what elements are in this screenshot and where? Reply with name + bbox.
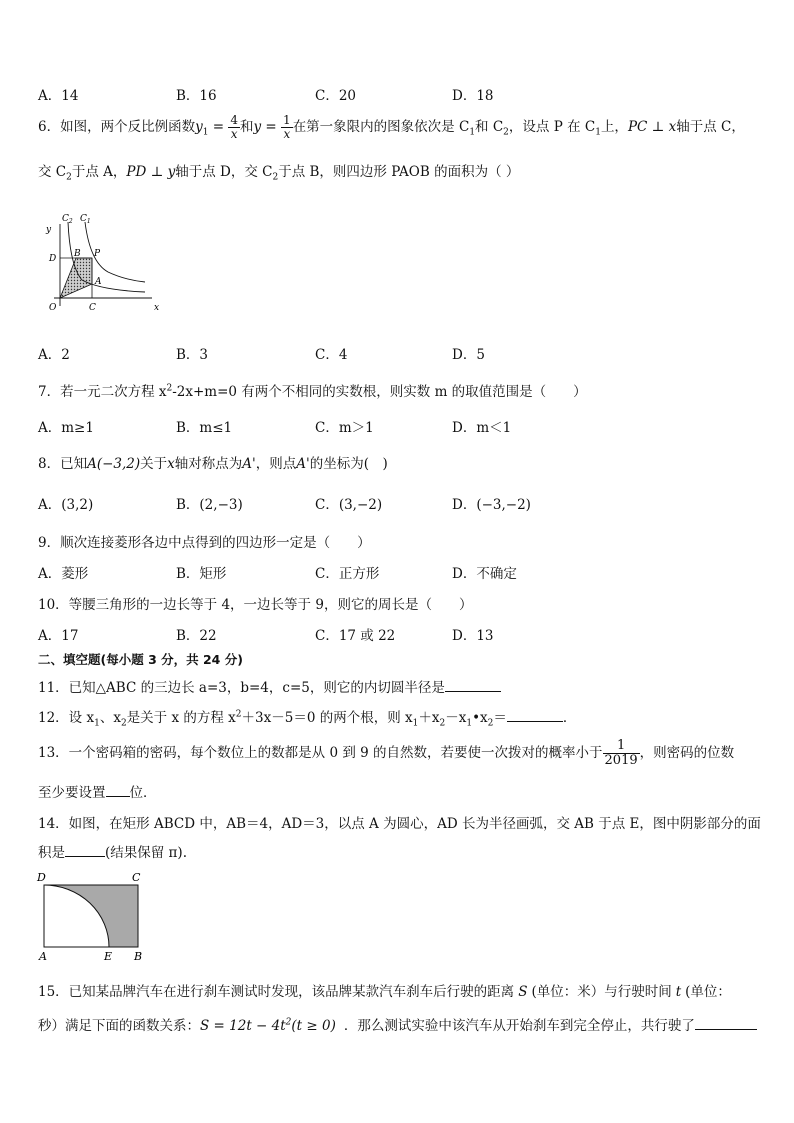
q12-end: ． <box>562 710 577 726</box>
q6-text-6: 上， <box>600 119 628 135</box>
q6-text-4: 和 C <box>475 119 504 135</box>
q9-options <box>38 562 598 582</box>
q6-y2: y = <box>253 119 282 135</box>
q12-stem <box>38 706 576 729</box>
q6-option-c[interactable]: C．4 <box>315 347 348 363</box>
q13-line2-b: 位． <box>129 785 157 801</box>
q12-sub-3: 1 <box>412 718 419 729</box>
q6-sub-b: 2 <box>503 127 509 138</box>
q15-s: S <box>518 984 528 1000</box>
q15-line2 <box>38 1014 757 1034</box>
q6-label-p: P <box>94 249 101 259</box>
q14-label-d: D <box>37 871 46 884</box>
q8-options <box>38 493 598 513</box>
q6-f1-num: 4 <box>230 112 239 127</box>
q7-sup: 2 <box>166 383 173 394</box>
q8-option-a[interactable]: A．(3,2) <box>38 497 94 513</box>
q6-text-1: 如图，两个反比例函数 <box>60 119 196 135</box>
q12-c: 是关于 x 的方程 x <box>126 710 236 726</box>
q12-d: ＋3x－5＝0 的两个根，则 x <box>241 710 413 726</box>
q15-formula-sup: 2 <box>285 1017 292 1028</box>
q6-label-o: O <box>49 303 57 313</box>
q8-text-c: 轴对称点为 <box>174 456 243 472</box>
q6-label-b: B <box>74 249 81 259</box>
q6-sub-c: 1 <box>595 127 601 138</box>
q8-a-prime: A' <box>242 456 256 472</box>
q6-eq: = <box>208 119 229 135</box>
q6-figure <box>40 210 165 320</box>
q6-text-7: 轴于点 C， <box>676 119 745 135</box>
q14-line1: 14．如图，在矩形 ABCD 中，AB＝4，AD＝3，以点 A 为圆心，AD 长为半径画弧，交 AB 于点 E，图中阴影部分的面 <box>38 816 761 832</box>
q6-line2-b: 于点 A， <box>71 164 127 180</box>
q13-line2 <box>38 781 157 801</box>
q6-sub-a: 1 <box>469 127 476 138</box>
q9-stem: 9．顺次连接菱形各边中点得到的四边形一定是（ ） <box>38 535 371 551</box>
q14-label-e: E <box>104 950 113 963</box>
q8-text-b: 关于 <box>140 456 168 472</box>
section-2-heading: 二、填空题(每小题 3 分，共 24 分) <box>38 652 243 667</box>
q15-text-c: (单位： <box>685 984 731 1000</box>
q8-a-prime-2: A' <box>296 456 310 472</box>
q12-g: •x <box>472 710 488 726</box>
q15-answer-blank[interactable] <box>695 1015 757 1030</box>
q8-option-d[interactable]: D．(−3,−2) <box>452 497 531 513</box>
q12-b: 、x <box>99 710 121 726</box>
q10-option-c[interactable]: C．17 或 22 <box>315 628 396 644</box>
q7-option-a[interactable]: A．m≥1 <box>38 420 94 436</box>
q5-option-d[interactable]: D．18 <box>452 88 494 104</box>
q6-label-c2: $C_2$ <box>62 214 73 225</box>
q6-line1 <box>38 108 745 152</box>
q8-x: x <box>167 456 175 472</box>
q6-shaded-region <box>60 258 92 298</box>
q13-frac-den: 2019 <box>604 753 638 768</box>
q12-a: 12．设 x <box>38 710 95 726</box>
q11-answer-blank[interactable] <box>445 677 501 692</box>
q14-figure <box>34 867 154 967</box>
q14-answer-blank[interactable] <box>65 842 105 857</box>
q13-text-a: 13．一个密码箱的密码，每个数位上的数都是从 0 到 9 的自然数，若要使一次拨对的概率小于 <box>38 745 603 761</box>
q12-sub-6: 2 <box>487 718 494 729</box>
q7-text-b: -2x+m=0 有两个不相同的实数根，则实数 m 的取值范围是（ ） <box>172 384 587 400</box>
q14-line2 <box>38 841 187 861</box>
q13-line1 <box>38 734 734 772</box>
q10-option-d[interactable]: D．13 <box>452 628 494 644</box>
q15-line1 <box>38 980 731 1000</box>
q6-pc-perp: PC ⊥ x <box>627 119 677 135</box>
q6-option-b[interactable]: B．3 <box>176 347 209 363</box>
q7-stem <box>38 380 587 400</box>
q8-text-d: ，则点 <box>255 456 297 472</box>
q15-formula: S = 12t − 4t <box>200 1018 286 1034</box>
q14-label-c: C <box>132 871 141 884</box>
q6-line2-sub1: 2 <box>66 172 72 183</box>
q15-text-b: (单位：米）与行驶时间 <box>531 984 672 1000</box>
q8-option-c[interactable]: C．(3,−2) <box>315 497 383 513</box>
q6-line2-a: 交 C <box>38 164 67 180</box>
q6-fraction-2 <box>281 114 293 141</box>
q12-sub-2: 2 <box>120 718 127 729</box>
q7-option-c[interactable]: C．m＞1 <box>315 420 374 436</box>
q11-stem <box>38 676 501 696</box>
q13-frac-num: 1 <box>603 739 640 754</box>
q12-f: －x <box>445 710 467 726</box>
q12-sub-1: 1 <box>94 718 100 729</box>
q15-text-d: 秒）满足下面的函数关系： <box>38 1018 200 1034</box>
q9-option-d[interactable]: D．不确定 <box>452 566 517 582</box>
q6-option-a[interactable]: A．2 <box>38 347 70 363</box>
q6-option-d[interactable]: D．5 <box>452 347 485 363</box>
q14-label-a: A <box>39 950 47 963</box>
q6-text-3: 在第一象限内的图象依次是 C <box>292 119 470 135</box>
q6-text-2: 和 <box>240 119 254 135</box>
q12-sub-5: 1 <box>466 718 473 729</box>
q7-options <box>38 416 598 436</box>
q8-stem <box>38 452 388 472</box>
q8-text-a: 8．已知 <box>38 456 88 472</box>
q6-line2-sub2: 2 <box>272 172 279 183</box>
q6-label-x: x <box>154 303 160 313</box>
q10-option-b[interactable]: B．22 <box>176 628 217 644</box>
q6-y1: y <box>195 119 203 135</box>
q9-option-b[interactable]: B．矩形 <box>176 566 227 582</box>
q12-h: ＝ <box>493 710 507 726</box>
q9-option-a[interactable]: A．菱形 <box>38 566 89 582</box>
q13-answer-blank[interactable] <box>106 782 130 797</box>
q6-line2-d: 于点 B，则四边形 PAOB 的面积为（ ） <box>278 164 520 180</box>
q13-fraction <box>603 739 640 769</box>
q13-text-b: ，则密码的位数 <box>639 745 735 761</box>
q9-option-c[interactable]: C．正方形 <box>315 566 380 582</box>
q12-sub-4: 2 <box>439 718 446 729</box>
q10-option-a[interactable]: A．17 <box>38 628 79 644</box>
q12-sq: 2 <box>235 709 242 720</box>
q6-label-d: D <box>49 254 57 264</box>
q5-option-c[interactable]: C．20 <box>315 88 357 104</box>
q12-answer-blank[interactable] <box>507 707 563 722</box>
q15-formula-cond: (t ≥ 0) <box>291 1018 336 1034</box>
q6-f2-num: 1 <box>283 112 291 127</box>
q7-text-a: 7．若一元二次方程 x <box>38 384 167 400</box>
q13-line2-a: 至少要设置 <box>38 785 106 801</box>
q10-options <box>38 624 598 644</box>
q12-e: ＋x <box>418 710 440 726</box>
q8-point: A(−3,2) <box>87 456 141 472</box>
q5-option-b[interactable]: B．16 <box>176 88 217 104</box>
q7-option-d[interactable]: D．m＜1 <box>452 420 512 436</box>
q5-option-a[interactable]: A．14 <box>38 88 79 104</box>
q6-f2-den: x <box>283 127 291 141</box>
q14-shaded-region <box>44 885 138 947</box>
q6-label-c: C <box>89 303 96 313</box>
q6-label-y: y <box>46 225 52 235</box>
q14-line2-a: 积是 <box>38 845 65 861</box>
q5-options <box>38 84 598 104</box>
q14-line2-b: (结果保留 π). <box>105 845 187 861</box>
q8-option-b[interactable]: B．(2,−3) <box>176 497 243 513</box>
q6-options <box>38 343 598 363</box>
q6-label-c1: $C_1$ <box>80 214 91 225</box>
q15-t: t <box>675 984 682 1000</box>
q6-pd-perp: PD ⊥ y <box>126 164 176 180</box>
q11-text: 11．已知△ABC 的三边长 a=3，b=4，c=5，则它的内切圆半径是 <box>38 680 445 696</box>
q15-text-a: 15．已知某品牌汽车在进行刹车测试时发现，该品牌某款汽车刹车后行驶的距离 <box>38 984 515 1000</box>
q6-f1-den: x <box>230 127 238 141</box>
q8-text-e: 的坐标为( ) <box>309 456 388 472</box>
q10-stem: 10．等腰三角形的一边长等于 4，一边长等于 9，则它的周长是（ ） <box>38 597 473 613</box>
q6-line2 <box>38 160 519 183</box>
q14-label-b: B <box>134 950 143 963</box>
q6-number: 6． <box>38 119 61 135</box>
q6-text-5: ，设点 P 在 C <box>508 119 596 135</box>
q7-option-b[interactable]: B．m≤1 <box>176 420 233 436</box>
q15-text-e: ．那么测试实验中该汽车从开始刹车到完全停止，共行驶了 <box>343 1018 695 1034</box>
q6-fraction-1 <box>228 114 240 141</box>
q6-line2-c: 轴于点 D，交 C <box>175 164 273 180</box>
q6-label-a: A <box>95 277 102 287</box>
q6-y1-sub: 1 <box>202 127 209 138</box>
